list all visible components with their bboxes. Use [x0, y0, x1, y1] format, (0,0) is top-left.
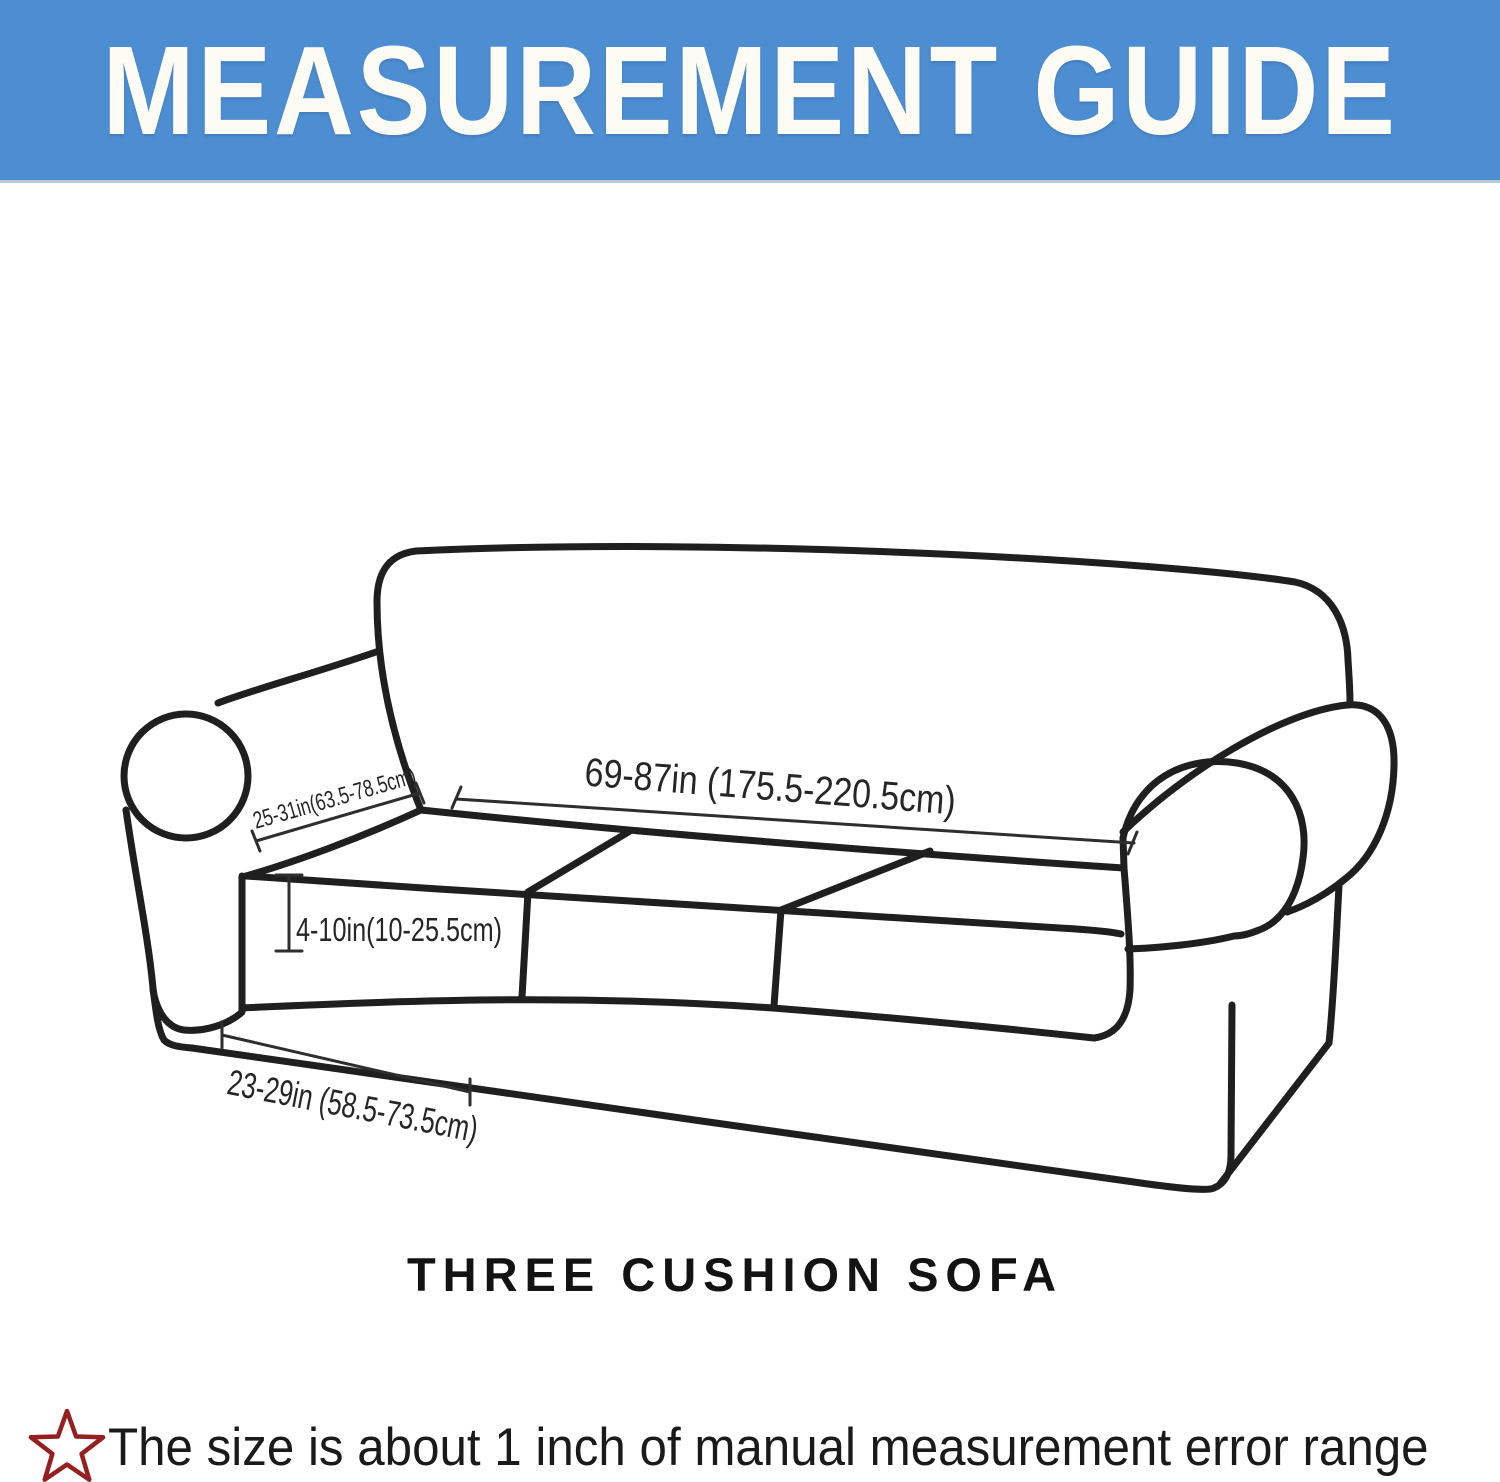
page-title: MEASUREMENT GUIDE: [102, 19, 1398, 161]
footer-note: The size is about 1 inch of manual measurement error range: [108, 1418, 1429, 1477]
right-arm-front-panel: [1123, 762, 1304, 949]
seat-depth-label: 25-31in(63.5-78.5cm): [250, 745, 479, 835]
cushion-height-label: 4-10in(10-25.5cm): [296, 911, 502, 948]
footer: [0, 1405, 1500, 1482]
cushion-divider-1: [522, 831, 630, 997]
left-arm-front-bottom: [153, 990, 241, 1030]
cushion-width-label: 23-29in (58.5-73.5cm): [224, 1061, 580, 1170]
sofa-type-caption: THREE CUSHION SOFA: [406, 1248, 1064, 1301]
star-icon: [24, 1405, 114, 1482]
seat-width-label: 69-87in (175.5-220.5cm): [583, 750, 1024, 829]
dimension-annotations: [222, 745, 1137, 1170]
seat-front-bottom-edge: [242, 1000, 1094, 1038]
left-arm-top: [218, 652, 376, 703]
sofa-right-side: [1220, 886, 1339, 1184]
left-arm-scroll-circle: [124, 714, 248, 838]
right-arm-roll: [1123, 705, 1394, 912]
star-icon-path: [31, 1411, 103, 1480]
cushion-divider-2: [774, 851, 930, 1006]
